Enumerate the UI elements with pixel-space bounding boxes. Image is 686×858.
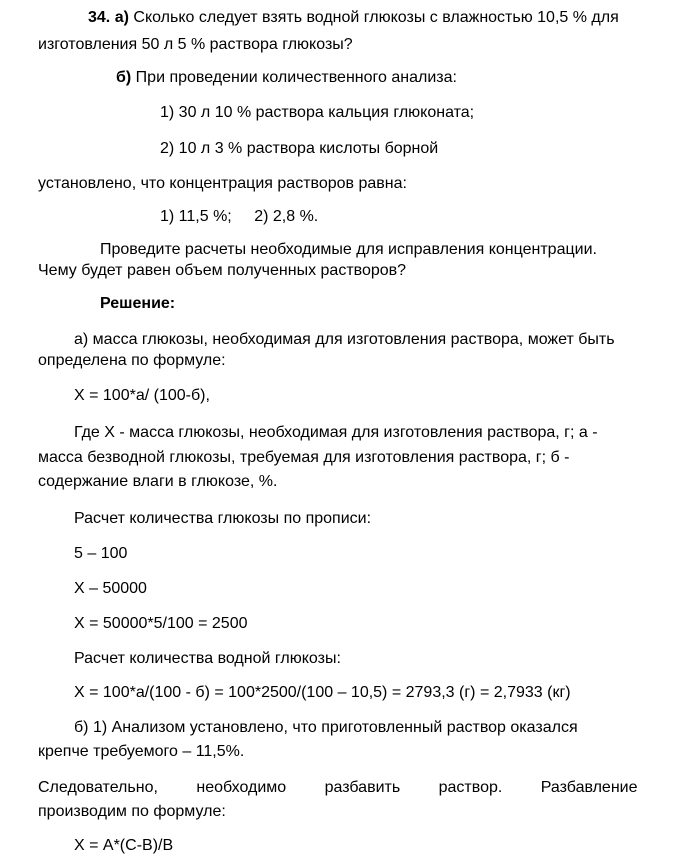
where-line3: содержание влаги в глюкозе, %.: [38, 473, 278, 490]
solution-b-line1: б) 1) Анализом установлено, что приготовленный раствор оказался: [74, 719, 578, 736]
water-formula: Х = 100*а/(100 - б) = 100*2500/(100 – 10,5) = 2793,3 (г) = 2,7933 (кг): [74, 684, 571, 701]
part-b-marker: б): [116, 69, 132, 86]
problem-number: 34.: [88, 9, 111, 26]
concentration-intro: установлено, что концентрация растворов равна:: [38, 175, 407, 192]
solution-a-line1: а) масса глюкозы, необходимая для изготовления раствора, может быть: [74, 331, 615, 348]
where-line2: масса безводной глюкозы, требуемая для изготовления раствора, г; б -: [38, 449, 570, 466]
results-line: [160, 205, 318, 229]
problem-b-intro: [116, 66, 457, 90]
part-a-marker: а): [114, 9, 129, 26]
task-text1: Проведите расчеты необходимые для исправления концентрации.: [100, 241, 597, 258]
calc-line-1: 5 – 100: [74, 545, 128, 562]
formula-2: Х = А*(С-В)/В: [74, 837, 174, 854]
dilute-line2: производим по формуле:: [38, 803, 226, 820]
problem-a-line1: [88, 6, 619, 30]
calc-line-3: Х = 50000*5/100 = 2500: [74, 615, 248, 632]
result-1: 1) 11,5 %;: [160, 208, 232, 225]
problem-a-text1: Сколько следует взять водной глюкозы с влажностью 10,5 % для: [133, 9, 619, 26]
where-line1: Где Х - масса глюкозы, необходимая для изготовления раствора, г; а -: [74, 424, 598, 441]
dilute-line1: Следовательно, необходимо разбавить раствор. Разбавление: [38, 779, 638, 796]
problem-a-line2: изготовления 50 л 5 % раствора глюкозы?: [38, 36, 353, 53]
result-2: 2) 2,8 %.: [254, 208, 319, 225]
part-b-intro-text: При проведении количественного анализа:: [135, 69, 457, 86]
solution-heading: Решение:: [100, 295, 176, 312]
problem-item-2: 2) 10 л 3 % раствора кислоты борной: [160, 140, 439, 157]
solution-b-line2: крепче требуемого – 11,5%.: [38, 743, 245, 760]
water-heading: Расчет количества водной глюкозы:: [74, 650, 341, 667]
formula-1: Х = 100*а/ (100-б),: [74, 387, 210, 404]
solution-a-line2: определена по формуле:: [38, 352, 226, 369]
problem-item-1: 1) 30 л 10 % раствора кальция глюконата;: [160, 104, 475, 121]
calc-heading: Расчет количества глюкозы по прописи:: [74, 510, 372, 527]
task-line2: Чему будет равен объем полученных растворов?: [38, 262, 407, 279]
calc-line-2: Х – 50000: [74, 580, 147, 597]
